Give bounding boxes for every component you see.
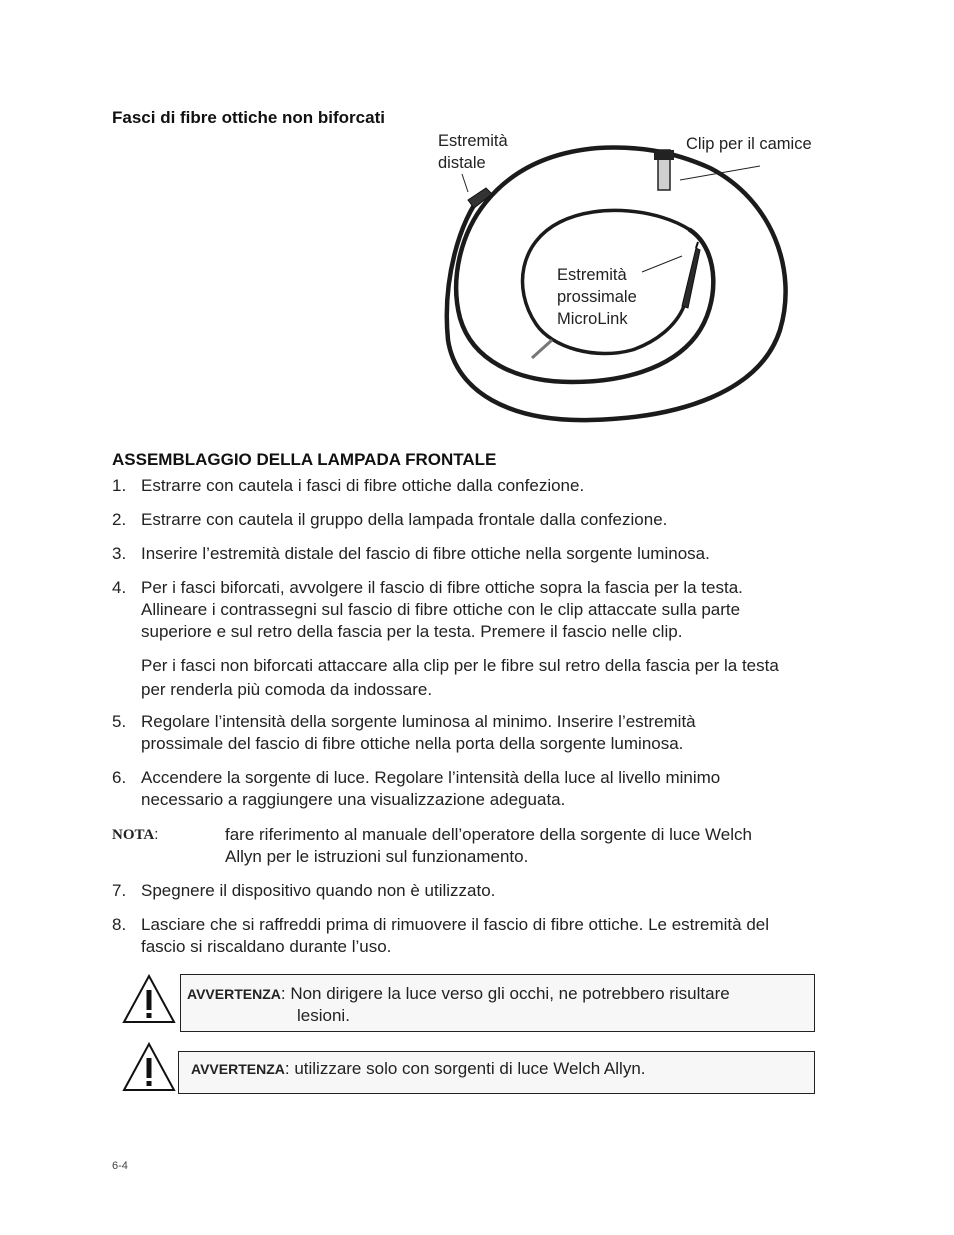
step-text: Spegnere il dispositivo quando non è utilizzato.	[141, 881, 496, 900]
note-text: fare riferimento al manuale dell’operatore della sorgente di luce Welch Allyn per le istruzioni sul funzionamento.	[225, 825, 752, 866]
step-text: Lasciare che si raffreddi prima di rimuovere il fascio di fibre ottiche. Le estremità del fascio si riscaldano durante l’uso.	[141, 915, 770, 956]
warning-box: AVVERTENZA: Non dirigere la luce verso gli occhi, ne potrebbero risultare lesioni.	[180, 974, 815, 1032]
step-number: 2.	[112, 510, 127, 529]
proximal-microlink-end	[682, 248, 700, 308]
page-number: 6-4	[112, 1160, 128, 1172]
step-text: Estrarre con cautela il gruppo della lampada frontale dalla confezione.	[141, 510, 668, 529]
figure-label-distal: Estremità distale	[438, 132, 508, 172]
section-title: Fasci di fibre ottiche non biforcati	[112, 108, 385, 127]
step-number: 8.	[112, 915, 127, 934]
step-number: 6.	[112, 768, 127, 787]
step-text: Inserire l’estremità distale del fascio di fibre ottiche nella sorgente luminosa.	[141, 544, 710, 563]
figure-label-clip: Clip per il camice	[686, 135, 812, 153]
step-text: Regolare l’intensità della sorgente luminosa al minimo. Inserire l’estremità prossimale del fascio di fibre ottiche nella porta della sorgente luminosa.	[141, 712, 696, 753]
figure-label-proximal: Estremità prossimale MicroLink	[557, 266, 637, 328]
leader-distal	[462, 174, 468, 192]
warning-box: AVVERTENZA: utilizzare solo con sorgenti di luce Welch Allyn.	[178, 1051, 815, 1094]
step-continuation-text: Per i fasci non biforcati attaccare alla clip per le fibre sul retro della fascia per la testa per renderla più comoda da indossare.	[141, 656, 779, 699]
warning-triangle-icon	[122, 974, 176, 1024]
warning-triangle-icon	[122, 1042, 176, 1092]
leader-clip	[680, 166, 760, 180]
note-label: NOTA:	[112, 826, 159, 843]
step-number: 3.	[112, 544, 127, 563]
step-text: Estrarre con cautela i fasci di fibre ottiche dalla confezione.	[141, 476, 585, 495]
step-text: Accendere la sorgente di luce. Regolare l’intensità della luce al livello minimo necessario a raggiungere una visualizzazione adeguata.	[141, 768, 721, 809]
step-number: 5.	[112, 712, 127, 731]
step-text: Per i fasci biforcati, avvolgere il fascio di fibre ottiche sopra la fascia per la testa. Allineare i contrassegni sul fascio di fibre ottiche con le clip attaccate sulla parte superiore e sul retro della fascia per la testa. Premere il fascio nelle clip.	[141, 578, 743, 641]
step-number: 7.	[112, 881, 127, 900]
step-number: 4.	[112, 578, 127, 597]
leader-proximal	[642, 256, 682, 272]
assembly-heading: ASSEMBLAGGIO DELLA LAMPADA FRONTALE	[112, 450, 497, 469]
step-number: 1.	[112, 476, 127, 495]
